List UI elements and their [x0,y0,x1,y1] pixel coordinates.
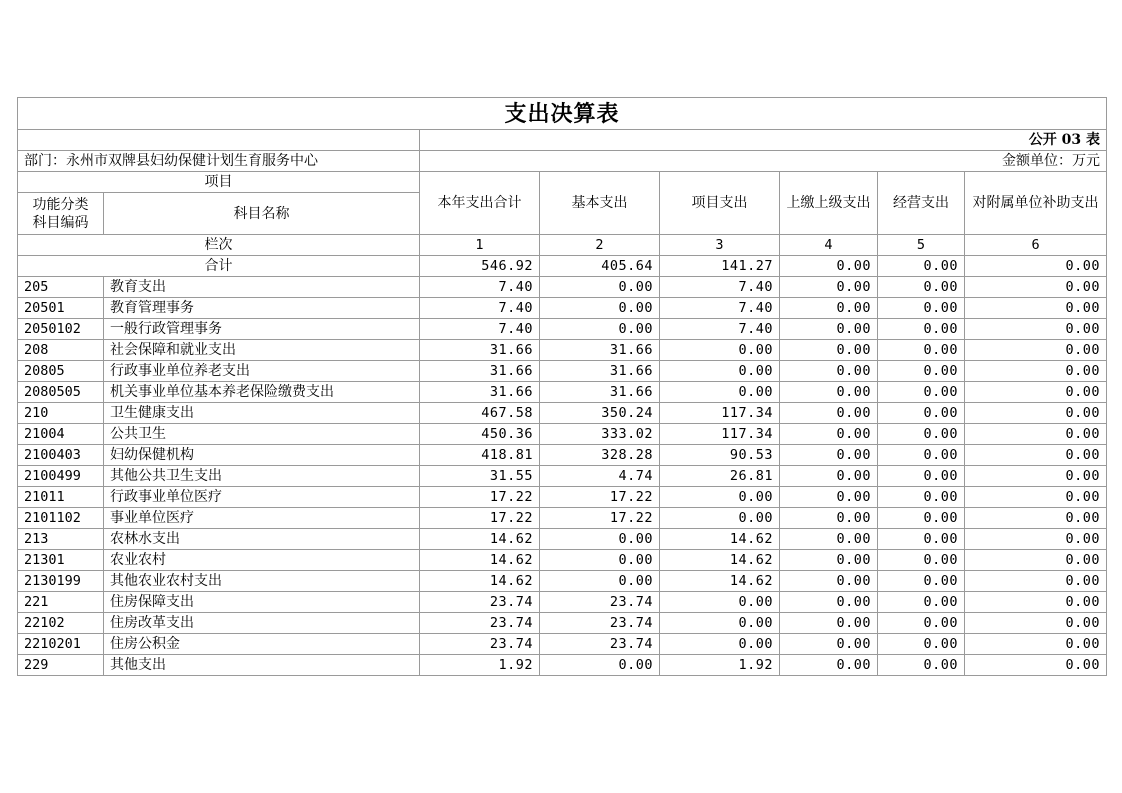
cell-subsidy-affiliates: 0.00 [965,319,1107,340]
cell-total-expenditure: 31.55 [420,466,540,487]
table-row [18,319,1107,340]
cell-subsidy-affiliates: 0.00 [965,340,1107,361]
cell-remit-superior: 0.00 [780,340,878,361]
table-row [18,340,1107,361]
subject-name: 农林水支出 [104,529,420,550]
cell-subsidy-affiliates: 0.00 [965,445,1107,466]
table-number: 公开 03 表 [420,130,1107,151]
cell-remit-superior: 0.00 [780,361,878,382]
subject-name: 行政事业单位医疗 [104,487,420,508]
total-label: 合计 [18,256,420,277]
cell-project-expenditure: 0.00 [660,382,780,403]
subject-name: 一般行政管理事务 [104,319,420,340]
cell-subsidy-affiliates: 0.00 [965,403,1107,424]
cell-total-expenditure: 467.58 [420,403,540,424]
cell-total-expenditure: 7.40 [420,319,540,340]
cell-basic-expenditure: 333.02 [540,424,660,445]
cell-subsidy-affiliates: 0.00 [965,529,1107,550]
cell-subsidy-affiliates: 0.00 [965,655,1107,676]
cell-operating-expenditure: 0.00 [878,508,965,529]
table-no-row [18,130,1107,151]
cell-operating-expenditure: 0.00 [878,487,965,508]
cell-basic-expenditure: 31.66 [540,382,660,403]
cell-total-expenditure: 31.66 [420,382,540,403]
table-row [18,487,1107,508]
cell-total-expenditure: 23.74 [420,613,540,634]
cell-project-expenditure: 0.00 [660,487,780,508]
header-project-expenditure: 项目支出 [660,172,780,235]
total-value: 0.00 [878,256,965,277]
amount-unit: 金额单位：万元 [420,151,1107,172]
column-index-1: 1 [420,235,540,256]
subject-name: 事业单位医疗 [104,508,420,529]
cell-project-expenditure: 90.53 [660,445,780,466]
subject-code: 2210201 [18,634,104,655]
cell-remit-superior: 0.00 [780,403,878,424]
cell-operating-expenditure: 0.00 [878,613,965,634]
subject-code: 221 [18,592,104,613]
subject-code: 22102 [18,613,104,634]
cell-operating-expenditure: 0.00 [878,382,965,403]
cell-project-expenditure: 0.00 [660,361,780,382]
cell-remit-superior: 0.00 [780,319,878,340]
header-subject-name: 科目名称 [104,193,420,235]
subject-name: 住房改革支出 [104,613,420,634]
cell-operating-expenditure: 0.00 [878,340,965,361]
table-row [18,613,1107,634]
cell-project-expenditure: 7.40 [660,298,780,319]
subject-name: 卫生健康支出 [104,403,420,424]
cell-remit-superior: 0.00 [780,487,878,508]
table-row [18,466,1107,487]
cell-project-expenditure: 117.34 [660,403,780,424]
cell-total-expenditure: 418.81 [420,445,540,466]
cell-total-expenditure: 450.36 [420,424,540,445]
cell-remit-superior: 0.00 [780,382,878,403]
header-remit-superior: 上缴上级支出 [780,172,878,235]
subject-code: 229 [18,655,104,676]
cell-project-expenditure: 0.00 [660,613,780,634]
subject-name: 机关事业单位基本养老保险缴费支出 [104,382,420,403]
cell-project-expenditure: 14.62 [660,529,780,550]
subject-name: 其他农业农村支出 [104,571,420,592]
cell-basic-expenditure: 350.24 [540,403,660,424]
cell-operating-expenditure: 0.00 [878,361,965,382]
cell-total-expenditure: 17.22 [420,508,540,529]
total-value: 141.27 [660,256,780,277]
cell-basic-expenditure: 0.00 [540,277,660,298]
table-row [18,529,1107,550]
cell-total-expenditure: 31.66 [420,361,540,382]
cell-remit-superior: 0.00 [780,298,878,319]
subject-name: 教育管理事务 [104,298,420,319]
cell-subsidy-affiliates: 0.00 [965,508,1107,529]
table-row [18,508,1107,529]
cell-project-expenditure: 0.00 [660,508,780,529]
subject-code: 2080505 [18,382,104,403]
subject-name: 其他公共卫生支出 [104,466,420,487]
cell-project-expenditure: 14.62 [660,550,780,571]
subject-code: 2100403 [18,445,104,466]
table-row [18,403,1107,424]
subject-code: 208 [18,340,104,361]
subject-name: 住房公积金 [104,634,420,655]
cell-remit-superior: 0.00 [780,529,878,550]
cell-total-expenditure: 14.62 [420,571,540,592]
cell-basic-expenditure: 23.74 [540,634,660,655]
column-index-4: 4 [780,235,878,256]
table-row [18,424,1107,445]
cell-subsidy-affiliates: 0.00 [965,424,1107,445]
cell-total-expenditure: 7.40 [420,298,540,319]
cell-operating-expenditure: 0.00 [878,466,965,487]
cell-remit-superior: 0.00 [780,655,878,676]
cell-project-expenditure: 7.40 [660,277,780,298]
cell-remit-superior: 0.00 [780,571,878,592]
cell-project-expenditure: 14.62 [660,571,780,592]
total-row [18,256,1107,277]
cell-project-expenditure: 117.34 [660,424,780,445]
cell-total-expenditure: 14.62 [420,529,540,550]
column-index-6: 6 [965,235,1107,256]
department-row [18,151,1107,172]
subject-name: 公共卫生 [104,424,420,445]
cell-total-expenditure: 31.66 [420,340,540,361]
cell-operating-expenditure: 0.00 [878,529,965,550]
header-subsidy-affiliates: 对附属单位补助支出 [965,172,1107,235]
table-row [18,361,1107,382]
cell-project-expenditure: 0.00 [660,634,780,655]
cell-project-expenditure: 0.00 [660,340,780,361]
cell-basic-expenditure: 23.74 [540,592,660,613]
table-row [18,550,1107,571]
cell-basic-expenditure: 0.00 [540,529,660,550]
cell-subsidy-affiliates: 0.00 [965,361,1107,382]
total-value: 405.64 [540,256,660,277]
cell-remit-superior: 0.00 [780,613,878,634]
cell-total-expenditure: 23.74 [420,634,540,655]
header-row-1 [18,172,1107,193]
column-index-row [18,235,1107,256]
header-func-code: 功能分类科目编码 [18,193,104,235]
cell-remit-superior: 0.00 [780,592,878,613]
cell-basic-expenditure: 0.00 [540,319,660,340]
subject-name: 社会保障和就业支出 [104,340,420,361]
header-basic-expenditure: 基本支出 [540,172,660,235]
cell-remit-superior: 0.00 [780,424,878,445]
cell-remit-superior: 0.00 [780,466,878,487]
cell-project-expenditure: 0.00 [660,592,780,613]
cell-remit-superior: 0.00 [780,508,878,529]
subject-name: 行政事业单位养老支出 [104,361,420,382]
table-row [18,382,1107,403]
cell-basic-expenditure: 31.66 [540,361,660,382]
column-index-label: 栏次 [18,235,420,256]
cell-remit-superior: 0.00 [780,550,878,571]
cell-total-expenditure: 23.74 [420,592,540,613]
subject-name: 教育支出 [104,277,420,298]
table-row [18,634,1107,655]
cell-basic-expenditure: 0.00 [540,298,660,319]
subject-name: 其他支出 [104,655,420,676]
cell-operating-expenditure: 0.00 [878,319,965,340]
header-item: 项目 [18,172,420,193]
cell-subsidy-affiliates: 0.00 [965,571,1107,592]
column-index-2: 2 [540,235,660,256]
total-value: 0.00 [780,256,878,277]
cell-total-expenditure: 17.22 [420,487,540,508]
cell-operating-expenditure: 0.00 [878,634,965,655]
table-row [18,445,1107,466]
cell-project-expenditure: 26.81 [660,466,780,487]
cell-subsidy-affiliates: 0.00 [965,613,1107,634]
table-row [18,277,1107,298]
table-row [18,571,1107,592]
title-row [18,98,1107,130]
expenditure-table [17,97,1107,676]
cell-total-expenditure: 7.40 [420,277,540,298]
subject-code: 21004 [18,424,104,445]
table-title: 支出决算表 [18,98,1107,130]
cell-total-expenditure: 1.92 [420,655,540,676]
cell-project-expenditure: 1.92 [660,655,780,676]
table-row [18,655,1107,676]
subject-code: 20805 [18,361,104,382]
subject-code: 2050102 [18,319,104,340]
subject-code: 213 [18,529,104,550]
table-row [18,592,1107,613]
subject-code: 210 [18,403,104,424]
cell-subsidy-affiliates: 0.00 [965,382,1107,403]
cell-subsidy-affiliates: 0.00 [965,466,1107,487]
subject-code: 2101102 [18,508,104,529]
cell-operating-expenditure: 0.00 [878,424,965,445]
cell-subsidy-affiliates: 0.00 [965,634,1107,655]
subject-code: 21301 [18,550,104,571]
subject-code: 20501 [18,298,104,319]
cell-basic-expenditure: 23.74 [540,613,660,634]
cell-subsidy-affiliates: 0.00 [965,592,1107,613]
subject-code: 21011 [18,487,104,508]
cell-operating-expenditure: 0.00 [878,445,965,466]
table-row [18,298,1107,319]
cell-operating-expenditure: 0.00 [878,277,965,298]
cell-basic-expenditure: 31.66 [540,340,660,361]
cell-basic-expenditure: 4.74 [540,466,660,487]
cell-basic-expenditure: 328.28 [540,445,660,466]
cell-basic-expenditure: 17.22 [540,508,660,529]
cell-operating-expenditure: 0.00 [878,298,965,319]
cell-operating-expenditure: 0.00 [878,655,965,676]
total-value: 546.92 [420,256,540,277]
cell-subsidy-affiliates: 0.00 [965,298,1107,319]
cell-remit-superior: 0.00 [780,277,878,298]
column-index-5: 5 [878,235,965,256]
header-total-expenditure: 本年支出合计 [420,172,540,235]
cell-basic-expenditure: 0.00 [540,550,660,571]
cell-basic-expenditure: 0.00 [540,571,660,592]
total-value: 0.00 [965,256,1107,277]
subject-name: 妇幼保健机构 [104,445,420,466]
cell-basic-expenditure: 17.22 [540,487,660,508]
cell-subsidy-affiliates: 0.00 [965,487,1107,508]
cell-project-expenditure: 7.40 [660,319,780,340]
cell-operating-expenditure: 0.00 [878,550,965,571]
subject-code: 2100499 [18,466,104,487]
cell-remit-superior: 0.00 [780,445,878,466]
column-index-3: 3 [660,235,780,256]
cell-basic-expenditure: 0.00 [540,655,660,676]
header-operating-expenditure: 经营支出 [878,172,965,235]
cell-operating-expenditure: 0.00 [878,592,965,613]
cell-operating-expenditure: 0.00 [878,571,965,592]
cell-subsidy-affiliates: 0.00 [965,550,1107,571]
subject-code: 205 [18,277,104,298]
blank-cell [18,130,420,151]
subject-code: 2130199 [18,571,104,592]
department-label: 部门：永州市双牌县妇幼保健计划生育服务中心 [18,151,420,172]
cell-operating-expenditure: 0.00 [878,403,965,424]
subject-name: 住房保障支出 [104,592,420,613]
subject-name: 农业农村 [104,550,420,571]
cell-subsidy-affiliates: 0.00 [965,277,1107,298]
cell-remit-superior: 0.00 [780,634,878,655]
cell-total-expenditure: 14.62 [420,550,540,571]
